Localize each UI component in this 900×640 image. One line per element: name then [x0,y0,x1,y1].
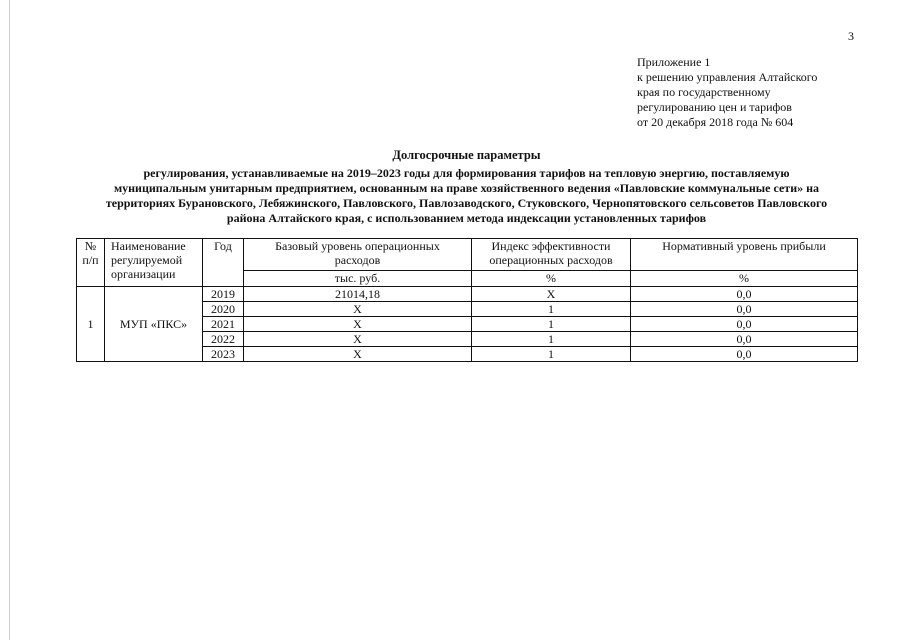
header-index-line: операционных расходов [489,253,613,267]
profit-cell: 0,0 [631,287,858,302]
profit-cell: 0,0 [631,317,858,332]
units-base: тыс. руб. [244,271,472,287]
appendix-block [637,55,817,130]
header-num [77,239,105,287]
profit-cell: 0,0 [631,302,858,317]
header-org [105,239,203,287]
subtitle-line: регулирования, устанавливаемые на 2019–2023 годы для формирования тарифов на тепловую энергию, поставляемую [143,166,790,180]
table-header-row [77,239,858,271]
subtitle-line: района Алтайского края, с использованием метода индексации установленных тарифов [226,211,707,225]
appendix-line: края по государственному [637,85,771,99]
header-base-line: Базовый уровень операционных [275,239,440,253]
profit-cell: 0,0 [631,332,858,347]
appendix-line: к решению управления Алтайского [637,70,818,84]
header-num-line: № [84,239,97,253]
table-row [77,287,858,302]
year-cell: 2020 [203,302,244,317]
header-org-line: организации [111,267,176,281]
year-cell: 2023 [203,347,244,362]
header-year: Год [203,239,244,287]
base-cell: 21014,18 [244,287,472,302]
document-title: Долгосрочные параметры [392,148,541,162]
header-index-line: Индекс эффективности [491,239,611,253]
base-cell: Х [244,332,472,347]
year-cell: 2021 [203,317,244,332]
index-cell: 1 [472,302,631,317]
header-base [244,239,472,271]
index-cell: Х [472,287,631,302]
scan-edge-line [9,0,10,640]
index-cell: 1 [472,317,631,332]
units-index: % [472,271,631,287]
parameters-table [76,238,858,362]
org-number-cell: 1 [77,287,105,362]
appendix-line: регулированию цен и тарифов [637,100,792,114]
header-profit: Нормативный уровень прибыли [631,239,858,271]
appendix-line: Приложение 1 [637,55,711,69]
year-cell: 2019 [203,287,244,302]
appendix-line: от 20 декабря 2018 года № 604 [637,115,794,129]
profit-cell: 0,0 [631,347,858,362]
header-index [472,239,631,271]
base-cell: Х [244,317,472,332]
year-cell: 2022 [203,332,244,347]
page-number: 3 [848,29,854,43]
document-subtitle [76,166,857,226]
subtitle-line: муниципальным унитарным предприятием, основанным на праве хозяйственного ведения «Павловские коммунальные сети» на [113,181,820,195]
header-org-line: регулируемой [111,253,183,267]
base-cell: Х [244,302,472,317]
index-cell: 1 [472,332,631,347]
header-num-line: п/п [82,253,99,267]
header-base-line: расходов [334,253,381,267]
header-org-line: Наименование [111,239,186,253]
index-cell: 1 [472,347,631,362]
org-name-cell: МУП «ПКС» [105,287,203,362]
base-cell: Х [244,347,472,362]
subtitle-line: территориях Бурановского, Лебяжинского, Павловского, Павлозаводского, Стуковского, Чернопятовского сельсоветов Павловского [105,196,828,210]
units-profit: % [631,271,858,287]
